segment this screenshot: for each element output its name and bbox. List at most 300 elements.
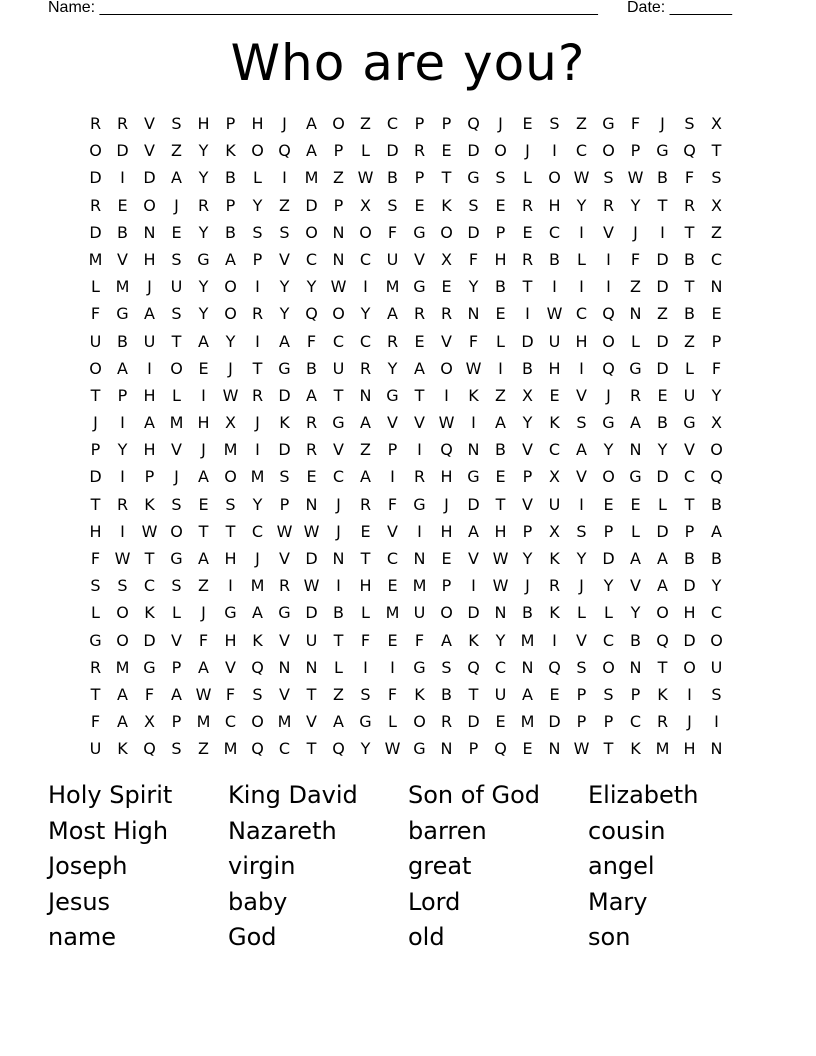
grid-cell: D xyxy=(89,222,102,242)
grid-cell: X xyxy=(549,467,560,487)
grid-cell: H xyxy=(440,521,453,541)
grid-cell: U xyxy=(89,331,102,351)
grid-cell: P xyxy=(576,712,587,732)
grid-cell: G xyxy=(602,413,615,433)
grid-cell: L xyxy=(172,385,181,405)
grid-cell: D xyxy=(467,222,480,242)
grid-cell: V xyxy=(414,413,425,433)
grid-cell: M xyxy=(385,277,400,297)
grid-cell: B xyxy=(495,440,506,460)
grid-cell: Y xyxy=(279,277,290,297)
grid-cell: K xyxy=(225,141,236,161)
grid-cell: I xyxy=(120,467,125,487)
grid-cell: D xyxy=(305,603,318,623)
grid-cell: H xyxy=(89,521,102,541)
grid-cell: I xyxy=(606,249,611,269)
grid-cell: E xyxy=(495,467,506,487)
grid-cell: Z xyxy=(360,114,371,133)
grid-cell: T xyxy=(90,494,101,514)
grid-cell: I xyxy=(255,440,260,460)
grid-cell: I xyxy=(579,494,584,514)
grid-cell: X xyxy=(225,413,236,433)
grid-cell: K xyxy=(549,549,560,568)
grid-cell: N xyxy=(305,657,318,677)
grid-cell: B xyxy=(225,168,236,188)
grid-cell: B xyxy=(711,549,722,568)
grid-cell: I xyxy=(201,385,206,405)
grid-cell: S xyxy=(576,657,587,677)
grid-cell: D xyxy=(548,712,561,732)
grid-cell: P xyxy=(522,521,533,541)
grid-cell: Z xyxy=(576,114,587,133)
grid-cell: G xyxy=(629,358,642,378)
grid-cell: B xyxy=(684,549,695,568)
grid-cell: T xyxy=(360,549,371,568)
grid-cell: A xyxy=(657,576,668,596)
grid-cell: P xyxy=(711,331,722,351)
grid-cell: I xyxy=(579,222,584,242)
grid-cell: I xyxy=(282,168,287,188)
grid-cell: H xyxy=(224,630,237,650)
grid-cell: U xyxy=(548,331,561,351)
grid-cell: Q xyxy=(251,657,264,677)
grid-cell: C xyxy=(386,114,399,133)
grid-cell: E xyxy=(603,494,614,514)
grid-cell: V xyxy=(171,440,182,460)
grid-cell: B xyxy=(630,630,641,650)
date-field-label[interactable]: Date: _______ xyxy=(627,0,732,16)
grid-cell: A xyxy=(360,467,371,487)
grid-cell: J xyxy=(660,114,665,133)
grid-cell: B xyxy=(225,222,236,242)
grid-cell: B xyxy=(684,249,695,269)
grid-cell: D xyxy=(656,521,669,541)
grid-cell: Y xyxy=(603,440,614,460)
grid-cell: R xyxy=(683,195,696,215)
grid-cell: L xyxy=(658,494,667,514)
grid-cell: H xyxy=(197,114,210,133)
grid-cell: R xyxy=(251,385,264,405)
grid-cell: Y xyxy=(198,141,209,161)
grid-cell: F xyxy=(684,168,695,188)
grid-cell: O xyxy=(170,521,183,541)
grid-cell: Y xyxy=(360,739,371,759)
grid-cell: V xyxy=(630,576,641,596)
word-list-item: baby xyxy=(228,887,288,916)
grid-cell: D xyxy=(656,467,669,487)
grid-cell: T xyxy=(306,684,317,704)
grid-cell: A xyxy=(306,114,317,133)
grid-cell: S xyxy=(603,684,614,704)
grid-cell: E xyxy=(171,222,182,242)
grid-cell: D xyxy=(467,603,480,623)
grid-cell: H xyxy=(359,576,372,596)
grid-cell: M xyxy=(88,249,103,269)
grid-cell: X xyxy=(711,114,722,133)
grid-cell: J xyxy=(147,277,152,297)
grid-cell: M xyxy=(520,630,535,650)
grid-cell: R xyxy=(413,304,426,324)
grid-cell: F xyxy=(711,358,722,378)
grid-cell: O xyxy=(710,630,723,650)
grid-cell: J xyxy=(255,549,260,568)
grid-cell: B xyxy=(117,331,128,351)
grid-cell: M xyxy=(250,576,265,596)
grid-cell: V xyxy=(144,114,155,133)
grid-cell: R xyxy=(89,195,102,215)
grid-cell: J xyxy=(93,413,98,433)
grid-cell: Y xyxy=(630,195,641,215)
grid-cell: J xyxy=(228,358,233,378)
grid-cell: O xyxy=(710,440,723,460)
grid-cell: T xyxy=(684,277,695,297)
grid-cell: O xyxy=(602,141,615,161)
grid-cell: W xyxy=(141,521,158,541)
grid-cell: Z xyxy=(360,440,371,460)
grid-cell: I xyxy=(120,413,125,433)
grid-cell: Z xyxy=(495,385,506,405)
grid-cell: I xyxy=(552,277,557,297)
grid-cell: M xyxy=(412,576,427,596)
grid-cell: G xyxy=(413,657,426,677)
grid-cell: E xyxy=(495,195,506,215)
grid-cell: A xyxy=(198,549,209,568)
grid-cell: M xyxy=(115,657,130,677)
grid-cell: V xyxy=(414,249,425,269)
grid-cell: H xyxy=(494,249,507,269)
grid-cell: D xyxy=(278,440,291,460)
grid-cell: N xyxy=(521,657,534,677)
grid-cell: A xyxy=(387,304,398,324)
grid-cell: Z xyxy=(198,576,209,596)
grid-cell: V xyxy=(279,684,290,704)
grid-cell: O xyxy=(224,277,237,297)
grid-cell: Y xyxy=(117,440,128,460)
grid-cell: J xyxy=(525,576,530,596)
grid-cell: H xyxy=(143,440,156,460)
grid-cell: N xyxy=(305,494,318,514)
grid-cell: L xyxy=(631,331,640,351)
grid-cell: I xyxy=(498,358,503,378)
grid-cell: P xyxy=(279,494,290,514)
grid-cell: G xyxy=(629,467,642,487)
grid-cell: E xyxy=(198,494,209,514)
grid-cell: Y xyxy=(576,195,587,215)
grid-cell: C xyxy=(332,467,345,487)
grid-cell: D xyxy=(305,195,318,215)
grid-cell: X xyxy=(522,385,533,405)
grid-cell: W xyxy=(492,576,509,596)
grid-cell: D xyxy=(467,712,480,732)
grid-cell: B xyxy=(495,277,506,297)
grid-cell: R xyxy=(89,657,102,677)
grid-cell: I xyxy=(336,576,341,596)
grid-cell: N xyxy=(440,739,453,759)
grid-cell: E xyxy=(549,385,560,405)
grid-cell: Y xyxy=(657,440,668,460)
grid-cell: F xyxy=(630,249,641,269)
grid-cell: R xyxy=(305,440,318,460)
name-field-label[interactable]: Name: ________________________________________________________ xyxy=(48,0,598,16)
grid-cell: E xyxy=(711,304,722,324)
word-list-item: Holy Spirit xyxy=(48,781,173,809)
grid-cell: D xyxy=(656,358,669,378)
grid-cell: N xyxy=(710,277,723,297)
grid-cell: C xyxy=(224,712,237,732)
grid-cell: R xyxy=(359,494,372,514)
grid-cell: Y xyxy=(711,385,722,405)
grid-cell: T xyxy=(657,657,668,677)
grid-cell: K xyxy=(468,385,479,405)
grid-cell: S xyxy=(684,114,695,133)
grid-cell: Q xyxy=(305,304,318,324)
grid-cell: H xyxy=(440,467,453,487)
grid-cell: L xyxy=(388,712,397,732)
grid-cell: K xyxy=(468,630,479,650)
grid-cell: V xyxy=(522,440,533,460)
grid-cell: Z xyxy=(171,141,182,161)
grid-cell: U xyxy=(683,385,696,405)
grid-cell: A xyxy=(495,413,506,433)
grid-cell: Y xyxy=(198,277,209,297)
grid-cell: U xyxy=(305,630,318,650)
grid-cell: E xyxy=(441,141,452,161)
grid-cell: C xyxy=(251,521,264,541)
grid-cell: O xyxy=(602,331,615,351)
grid-cell: I xyxy=(552,141,557,161)
grid-cell: O xyxy=(170,358,183,378)
grid-cell: I xyxy=(660,222,665,242)
grid-cell: F xyxy=(225,684,236,704)
grid-cell: G xyxy=(656,141,669,161)
grid-cell: X xyxy=(711,413,722,433)
grid-cell: B xyxy=(306,358,317,378)
grid-cell: S xyxy=(171,114,182,133)
grid-cell: V xyxy=(279,249,290,269)
grid-cell: X xyxy=(441,249,452,269)
grid-cell: D xyxy=(143,168,156,188)
grid-cell: I xyxy=(714,712,719,732)
grid-cell: M xyxy=(196,712,211,732)
grid-cell: O xyxy=(440,603,453,623)
grid-cell: E xyxy=(630,494,641,514)
grid-cell: L xyxy=(577,249,586,269)
grid-cell: O xyxy=(116,630,129,650)
grid-cell: B xyxy=(387,168,398,188)
grid-cell: I xyxy=(579,358,584,378)
grid-cell: S xyxy=(576,413,587,433)
grid-cell: J xyxy=(525,141,530,161)
grid-cell: O xyxy=(332,304,345,324)
grid-cell: U xyxy=(143,331,156,351)
grid-cell: I xyxy=(417,521,422,541)
grid-cell: T xyxy=(333,385,344,405)
grid-cell: Z xyxy=(711,222,722,242)
grid-cell: V xyxy=(468,549,479,568)
grid-cell: I xyxy=(444,385,449,405)
grid-cell: K xyxy=(630,739,641,759)
grid-cell: P xyxy=(576,684,587,704)
grid-cell: A xyxy=(306,141,317,161)
grid-cell: T xyxy=(603,739,614,759)
grid-cell: V xyxy=(387,521,398,541)
grid-cell: T xyxy=(657,195,668,215)
grid-cell: E xyxy=(360,521,371,541)
grid-cell: R xyxy=(521,249,534,269)
grid-cell: F xyxy=(306,331,317,351)
grid-cell: G xyxy=(413,739,426,759)
grid-cell: R xyxy=(116,114,129,133)
grid-cell: L xyxy=(334,657,343,677)
grid-cell: V xyxy=(171,630,182,650)
grid-cell: P xyxy=(171,712,182,732)
grid-cell: R xyxy=(413,467,426,487)
word-list-item: cousin xyxy=(588,816,666,845)
grid-cell: O xyxy=(332,114,345,133)
grid-cell: F xyxy=(360,630,371,650)
grid-cell: H xyxy=(143,249,156,269)
grid-cell: P xyxy=(144,467,155,487)
grid-cell: R xyxy=(440,304,453,324)
grid-cell: A xyxy=(171,168,182,188)
grid-cell: T xyxy=(468,684,479,704)
grid-cell: Y xyxy=(306,277,317,297)
grid-cell: B xyxy=(684,304,695,324)
grid-cell: M xyxy=(385,603,400,623)
grid-cell: O xyxy=(602,467,615,487)
grid-cell: O xyxy=(683,657,696,677)
grid-cell: G xyxy=(602,114,615,133)
grid-cell: P xyxy=(414,168,425,188)
grid-cell: C xyxy=(629,712,642,732)
grid-cell: A xyxy=(414,358,425,378)
grid-cell: T xyxy=(441,168,452,188)
grid-cell: T xyxy=(252,358,263,378)
grid-cell: D xyxy=(89,168,102,188)
grid-cell: P xyxy=(441,114,452,133)
grid-cell: E xyxy=(441,549,452,568)
grid-cell: N xyxy=(629,440,642,460)
grid-cell: N xyxy=(143,222,156,242)
grid-cell: J xyxy=(606,385,611,405)
grid-cell: E xyxy=(495,712,506,732)
grid-cell: T xyxy=(306,739,317,759)
word-list-item: Nazareth xyxy=(228,816,337,845)
grid-cell: T xyxy=(171,331,182,351)
grid-cell: R xyxy=(656,712,669,732)
grid-cell: S xyxy=(171,304,182,324)
grid-cell: Q xyxy=(143,739,156,759)
grid-cell: Z xyxy=(198,739,209,759)
grid-cell: H xyxy=(548,195,561,215)
grid-cell: A xyxy=(657,549,668,568)
grid-cell: K xyxy=(144,494,155,514)
word-list-item: Most High xyxy=(48,816,169,845)
grid-cell: O xyxy=(359,222,372,242)
grid-cell: S xyxy=(252,222,263,242)
grid-cell: O xyxy=(494,141,507,161)
grid-cell: M xyxy=(277,712,292,732)
word-list-item: son xyxy=(588,923,631,951)
grid-cell: C xyxy=(494,657,507,677)
grid-cell: S xyxy=(711,684,722,704)
grid-cell: R xyxy=(413,141,426,161)
grid-cell: P xyxy=(522,467,533,487)
grid-cell: T xyxy=(90,385,101,405)
grid-cell: A xyxy=(441,630,452,650)
grid-cell: D xyxy=(467,141,480,161)
grid-cell: Q xyxy=(602,358,615,378)
grid-cell: G xyxy=(278,603,291,623)
grid-cell: V xyxy=(279,549,290,568)
grid-cell: E xyxy=(117,195,128,215)
grid-cell: N xyxy=(332,549,345,568)
grid-cell: A xyxy=(117,684,128,704)
grid-cell: U xyxy=(548,494,561,514)
grid-cell: E xyxy=(549,684,560,704)
grid-cell: P xyxy=(630,684,641,704)
grid-cell: W xyxy=(627,168,644,188)
grid-cell: E xyxy=(387,576,398,596)
grid-cell: E xyxy=(306,467,317,487)
grid-cell: R xyxy=(251,304,264,324)
grid-cell: Z xyxy=(657,304,668,324)
grid-cell: L xyxy=(577,603,586,623)
grid-cell: C xyxy=(710,603,723,623)
grid-cell: D xyxy=(656,331,669,351)
grid-cell: J xyxy=(174,195,179,215)
grid-cell: T xyxy=(414,385,425,405)
grid-cell: N xyxy=(413,549,426,568)
grid-cell: C xyxy=(305,249,318,269)
grid-cell: S xyxy=(90,576,101,596)
grid-cell: Q xyxy=(332,739,345,759)
grid-cell: M xyxy=(223,440,238,460)
grid-cell: A xyxy=(630,413,641,433)
grid-cell: B xyxy=(441,684,452,704)
grid-cell: I xyxy=(120,521,125,541)
grid-cell: G xyxy=(467,168,480,188)
grid-cell: I xyxy=(417,440,422,460)
grid-cell: C xyxy=(359,249,372,269)
grid-cell: U xyxy=(170,277,183,297)
grid-cell: H xyxy=(251,114,264,133)
grid-cell: G xyxy=(143,657,156,677)
grid-cell: S xyxy=(279,467,290,487)
grid-cell: H xyxy=(224,549,237,568)
grid-cell: U xyxy=(386,249,399,269)
grid-cell: W xyxy=(573,168,590,188)
word-list-item: Son of God xyxy=(408,781,541,809)
grid-cell: Q xyxy=(440,440,453,460)
grid-cell: P xyxy=(225,114,236,133)
grid-cell: O xyxy=(89,141,102,161)
grid-cell: Q xyxy=(494,739,507,759)
grid-cell: A xyxy=(630,549,641,568)
grid-cell: W xyxy=(195,684,212,704)
grid-cell: I xyxy=(363,277,368,297)
grid-cell: O xyxy=(251,141,264,161)
grid-cell: T xyxy=(198,521,209,541)
grid-cell: I xyxy=(552,630,557,650)
grid-cell: O xyxy=(656,603,669,623)
grid-cell: W xyxy=(573,739,590,759)
grid-cell: X xyxy=(144,712,155,732)
grid-cell: O xyxy=(413,712,426,732)
grid-cell: S xyxy=(468,195,479,215)
grid-cell: O xyxy=(305,222,318,242)
grid-cell: Z xyxy=(630,277,641,297)
